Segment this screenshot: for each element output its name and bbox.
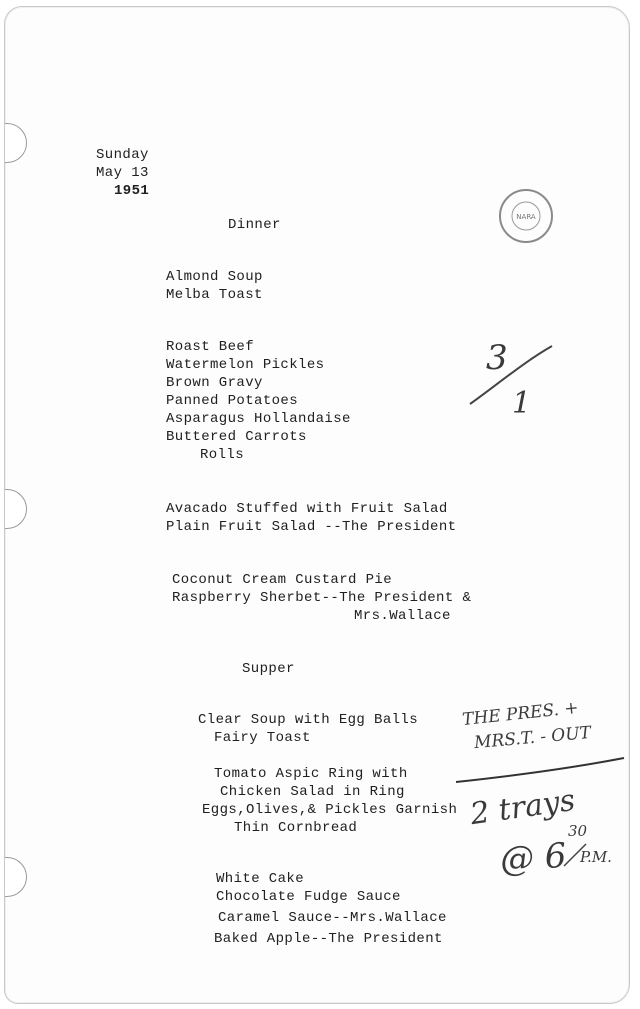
time-note: @ 6 [498,835,568,881]
supper-item: Chicken Salad in Ring [220,784,405,800]
time-pm: P.M. [580,848,612,866]
note-line-2: MRS.T. - OUT [473,722,592,754]
binder-hole [4,857,27,897]
dinner-heading: Dinner [228,217,281,233]
supper-item: Thin Cornbread [234,820,358,836]
supper-item: Eggs,Olives,& Pickles Garnish [202,802,458,818]
dinner-item: Avacado Stuffed with Fruit Salad [166,501,448,517]
supper-item: Baked Apple--The President [214,931,443,947]
dinner-item: Watermelon Pickles [166,357,325,373]
separator-line [452,752,628,788]
supper-item: Fairy Toast [214,730,311,746]
dinner-item: Roast Beef [166,339,255,355]
fraction-top: 3 [486,338,508,378]
dinner-item: Rolls [200,447,245,463]
dinner-item: Mrs.Wallace [354,608,451,624]
dinner-item: Almond Soup [166,269,263,285]
dinner-item: Buttered Carrots [166,429,307,445]
date-label: May 13 [96,165,149,181]
year-label: 1951 [114,183,150,199]
dinner-item: Plain Fruit Salad --The President [166,519,457,535]
library-stamp [498,188,554,244]
supper-item: Caramel Sauce--Mrs.Wallace [218,910,447,926]
dinner-item: Coconut Cream Custard Pie [172,572,393,588]
supper-item: White Cake [216,871,305,887]
dinner-item: Raspberry Sherbet--The President & [172,590,472,606]
day-label: Sunday [96,147,149,163]
stamp-center: NARA [516,213,536,221]
supper-item: Tomato Aspic Ring with [214,766,408,782]
note-line-1: THE PRES. + [461,697,580,731]
supper-heading: Supper [242,661,295,677]
trays-note: 2 trays [468,782,578,833]
fraction-slash [462,340,558,412]
supper-item: Clear Soup with Egg Balls [198,712,419,728]
fraction-bottom: 1 [512,386,532,421]
binder-hole [4,123,27,163]
dinner-item: Melba Toast [166,287,263,303]
time-minutes: 30 [568,822,588,840]
dinner-item: Brown Gravy [166,375,263,391]
dinner-item: Asparagus Hollandaise [166,411,351,427]
supper-item: Chocolate Fudge Sauce [216,889,401,905]
binder-hole [4,489,27,529]
dinner-item: Panned Potatoes [166,393,299,409]
